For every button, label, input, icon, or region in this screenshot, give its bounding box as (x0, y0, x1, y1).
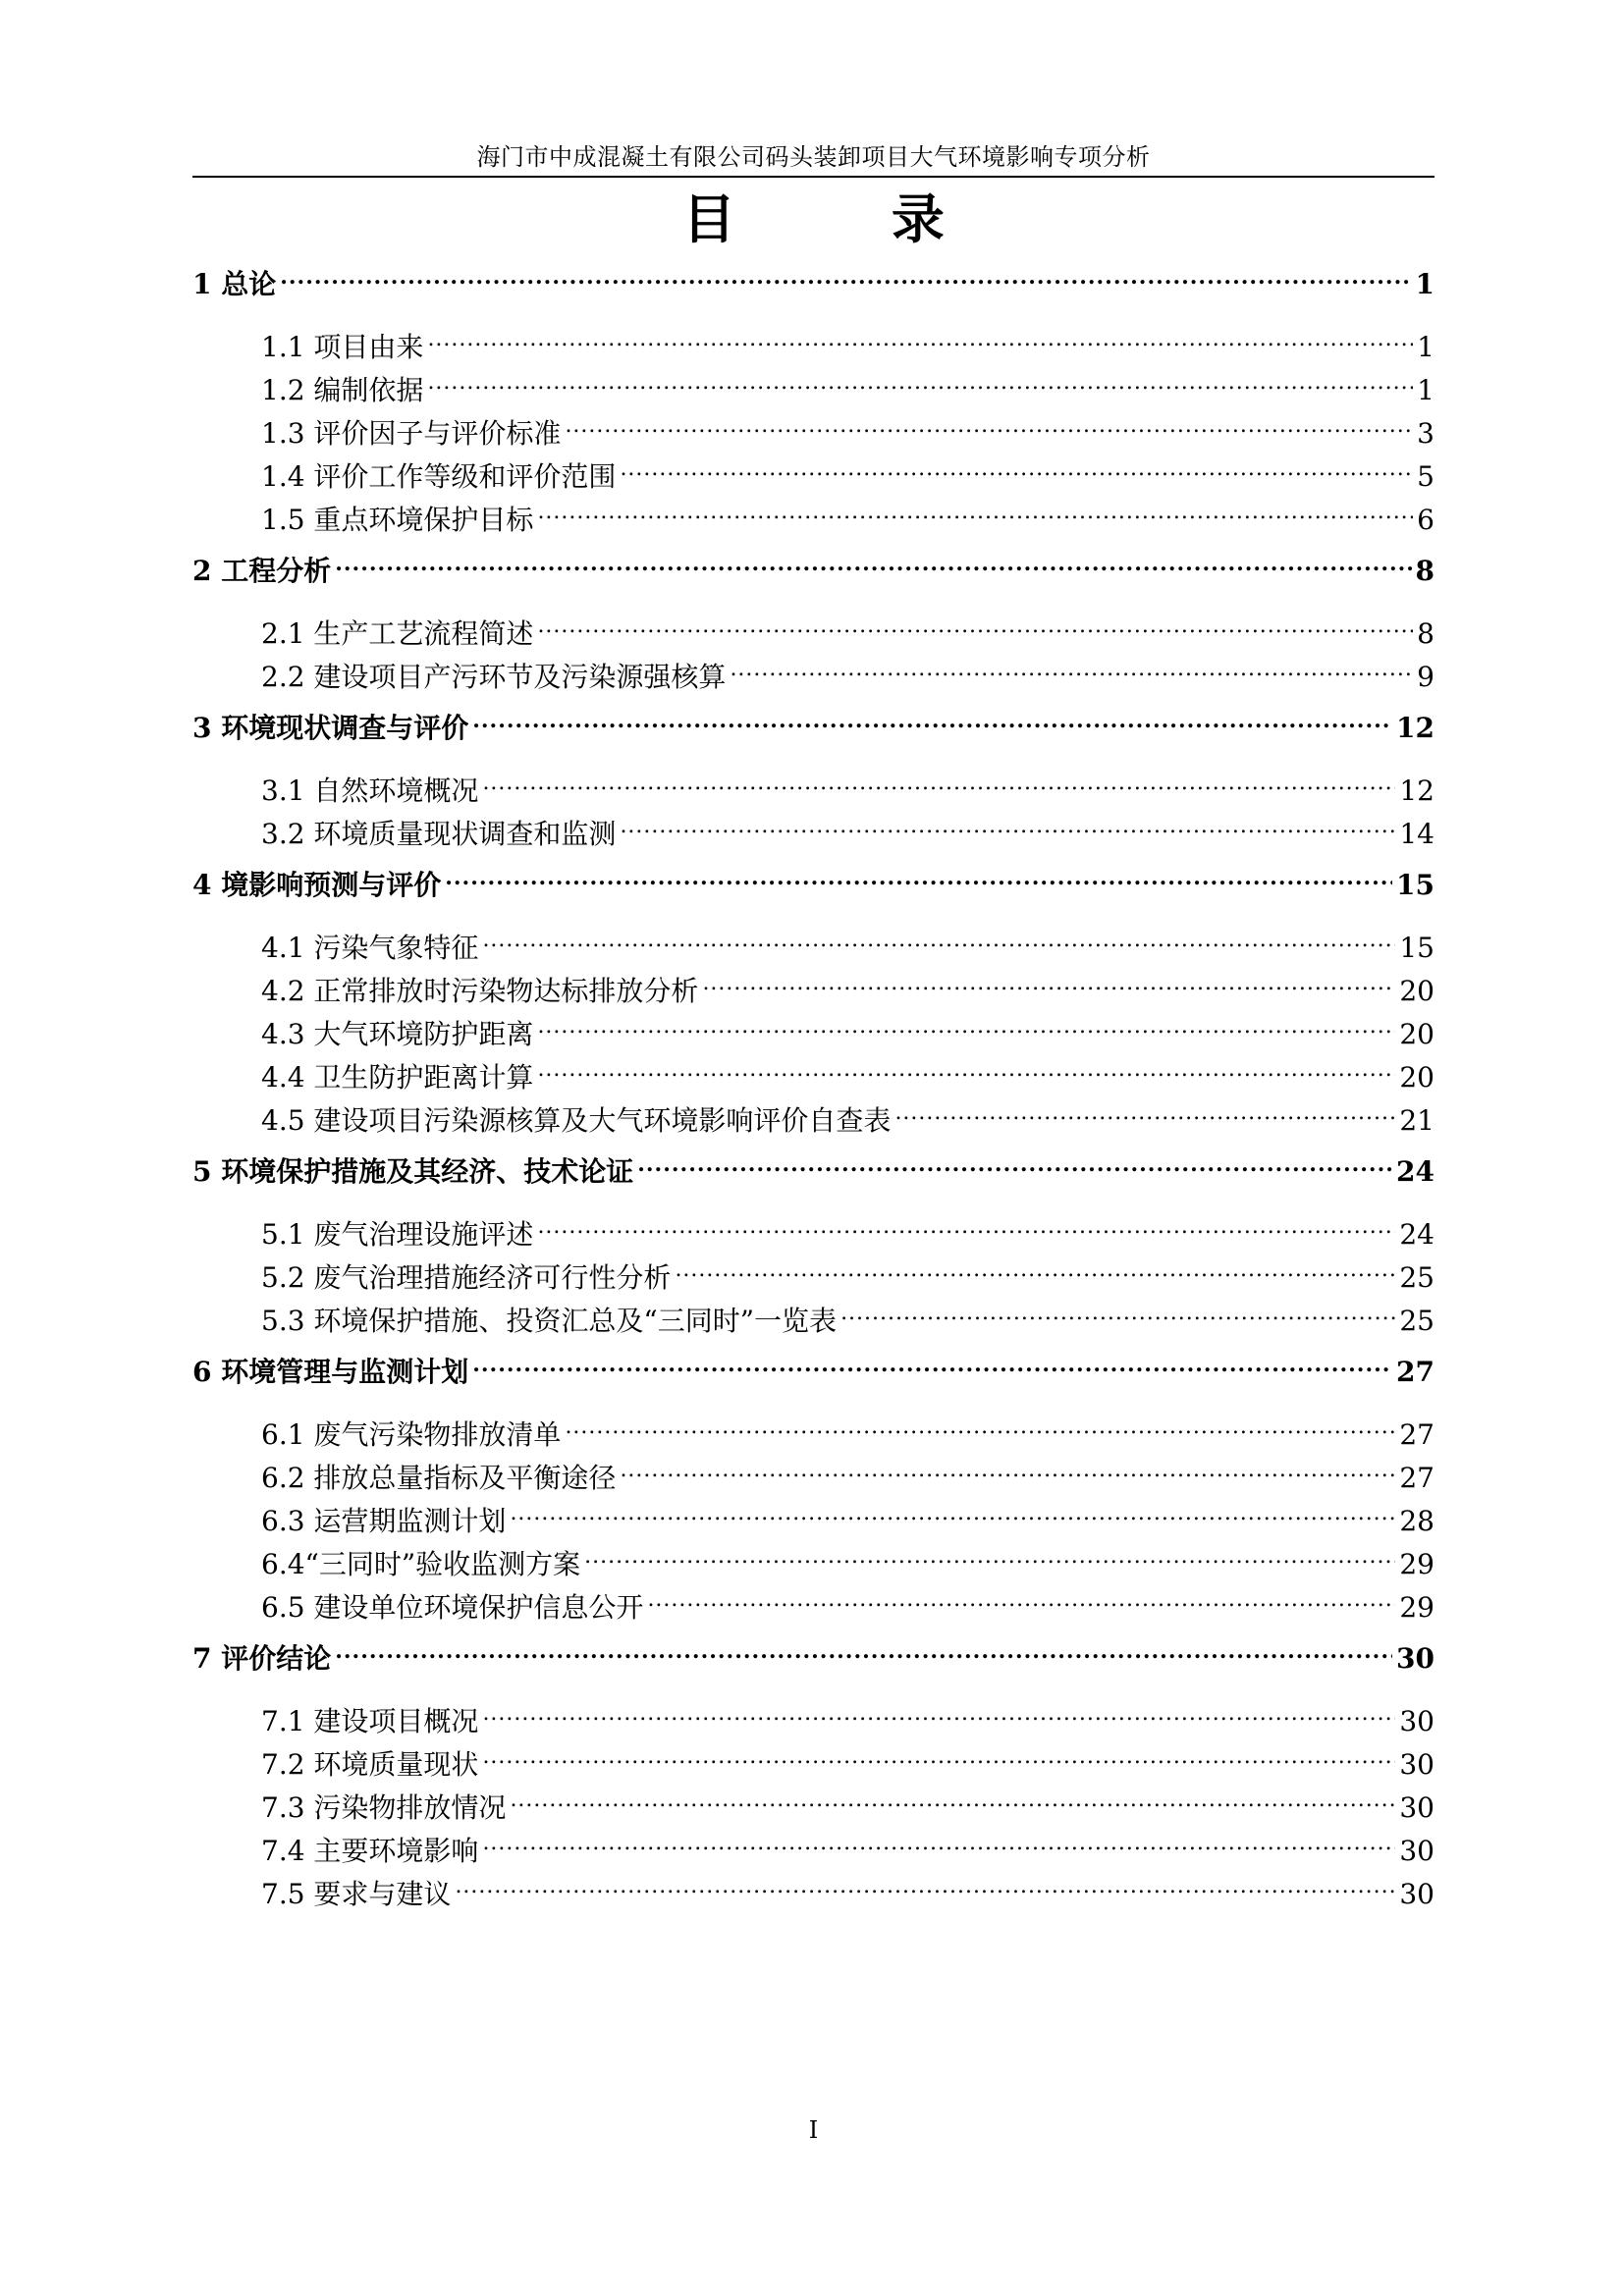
toc-section-entry[interactable] (192, 1817, 1435, 1867)
toc-section-label: 4.5 建设项目污染源核算及大气环境影响评价自查表 (261, 1104, 892, 1137)
toc-section-page: 20 (1399, 975, 1435, 1007)
toc-leader-dots (482, 757, 1395, 800)
toc-section-page: 25 (1399, 1305, 1435, 1337)
toc-leader-dots (455, 1860, 1395, 1903)
toc-section-page: 27 (1399, 1462, 1435, 1494)
toc-section-label: 1.1 项目由来 (261, 331, 424, 363)
toc-section-entry[interactable] (192, 313, 1435, 363)
toc-section-page: 1 (1417, 331, 1435, 363)
toc-section-entry[interactable] (192, 443, 1435, 493)
toc-section-label: 3.2 环境质量现状调查和监测 (261, 818, 617, 850)
toc-section-page: 20 (1399, 1018, 1435, 1050)
toc-chapter-entry[interactable] (192, 1138, 1435, 1188)
toc-leader-dots (427, 313, 1413, 356)
toc-chapter-page: 8 (1415, 555, 1435, 587)
toc-leader-dots (510, 1774, 1395, 1817)
toc-leader-dots (840, 1287, 1395, 1330)
toc-leader-dots (620, 1444, 1395, 1487)
toc-section-label: 6.5 建设单位环境保护信息公开 (261, 1591, 644, 1624)
toc-section-page: 27 (1399, 1418, 1435, 1451)
toc-section-label: 7.2 环境质量现状 (261, 1748, 479, 1781)
toc-section-entry[interactable] (192, 1000, 1435, 1050)
toc-chapter-entry[interactable] (192, 1625, 1435, 1675)
toc-section-page: 28 (1399, 1505, 1435, 1537)
page-header: 海门市中成混凝土有限公司码头装卸项目大气环境影响专项分析 (476, 143, 1151, 171)
toc-section-entry[interactable] (192, 1774, 1435, 1824)
toc-leader-dots (482, 1817, 1395, 1860)
toc-leader-dots (565, 400, 1413, 443)
toc-section-label: 4.3 大气环境防护距离 (261, 1018, 534, 1050)
toc-section-entry[interactable] (192, 1731, 1435, 1781)
toc-section-page: 8 (1417, 617, 1435, 650)
toc-section-label: 6.1 废气污染物排放清单 (261, 1418, 562, 1451)
toc-section-label: 4.2 正常排放时污染物达标排放分析 (261, 975, 699, 1007)
toc-section-label: 6.4“三同时”验收监测方案 (261, 1548, 581, 1580)
toc-section-label: 1.5 重点环境保护目标 (261, 504, 534, 536)
header-rule (192, 176, 1435, 178)
toc-section-entry[interactable] (192, 1487, 1435, 1537)
toc-section-entry[interactable] (192, 400, 1435, 450)
toc-section-label: 1.2 编制依据 (261, 374, 424, 406)
toc-section-label: 6.3 运营期监测计划 (261, 1505, 507, 1537)
toc-leader-dots (637, 1138, 1392, 1181)
toc-leader-dots (482, 914, 1395, 957)
toc-section-entry[interactable] (192, 600, 1435, 650)
toc-section-label: 7.5 要求与建议 (261, 1878, 452, 1910)
toc-section-entry[interactable] (192, 486, 1435, 536)
page-number: I (808, 2116, 819, 2144)
toc-chapter-page: 30 (1396, 1642, 1435, 1675)
toc-section-label: 4.4 卫生防护距离计算 (261, 1061, 534, 1094)
toc-chapter-label: 6 环境管理与监测计划 (192, 1356, 469, 1388)
toc-leader-dots (427, 356, 1413, 400)
toc-chapter-page: 12 (1396, 712, 1435, 744)
toc-section-label: 4.1 污染气象特征 (261, 932, 479, 964)
toc-section-page: 25 (1399, 1261, 1435, 1294)
toc-section-label: 3.1 自然环境概况 (261, 774, 479, 807)
toc-leader-dots (620, 443, 1413, 486)
toc-section-page: 6 (1417, 504, 1435, 536)
toc-section-label: 1.3 评价因子与评价标准 (261, 417, 562, 450)
toc-chapter-label: 4 境影响预测与评价 (192, 869, 442, 901)
toc-section-label: 1.4 评价工作等级和评价范围 (261, 460, 617, 493)
toc-leader-dots (482, 1731, 1395, 1774)
toc-section-page: 30 (1399, 1835, 1435, 1867)
toc-section-page: 21 (1399, 1104, 1435, 1137)
toc-leader-dots (647, 1574, 1395, 1617)
toc-leader-dots (472, 1338, 1392, 1381)
toc-section-label: 5.3 环境保护措施、投资汇总及“三同时”一览表 (261, 1305, 838, 1337)
toc-section-label: 7.4 主要环境影响 (261, 1835, 479, 1867)
toc-section-entry[interactable] (192, 1244, 1435, 1294)
toc-leader-dots (675, 1244, 1395, 1287)
toc-chapter-page: 24 (1396, 1155, 1435, 1188)
toc-section-entry[interactable] (192, 914, 1435, 964)
toc-section-page: 14 (1399, 818, 1435, 850)
toc-section-label: 5.1 废气治理设施评述 (261, 1218, 534, 1251)
toc-section-entry[interactable] (192, 1860, 1435, 1910)
toc-chapter-label: 1 总论 (192, 268, 277, 300)
toc-chapter-label: 3 环境现状调查与评价 (192, 712, 469, 744)
toc-leader-dots (510, 1487, 1395, 1530)
toc-chapter-label: 5 环境保护措施及其经济、技术论证 (192, 1155, 634, 1188)
toc-section-page: 5 (1417, 460, 1435, 493)
toc-section-entry[interactable] (192, 1574, 1435, 1624)
toc-leader-dots (537, 1000, 1395, 1043)
toc-section-label: 2.2 建设项目产污环节及污染源强核算 (261, 661, 727, 693)
toc-chapter-entry[interactable] (192, 1338, 1435, 1388)
toc-chapter-label: 7 评价结论 (192, 1642, 332, 1675)
toc-section-entry[interactable] (192, 757, 1435, 807)
toc-leader-dots (620, 800, 1395, 843)
toc-leader-dots (280, 250, 1411, 294)
toc-leader-dots (335, 537, 1411, 580)
toc-section-label: 7.3 污染物排放情况 (261, 1791, 507, 1824)
toc-title: 目 录 (682, 187, 1013, 250)
toc-section-entry[interactable] (192, 1401, 1435, 1451)
toc-leader-dots (584, 1530, 1395, 1574)
toc-section-label: 5.2 废气治理措施经济可行性分析 (261, 1261, 672, 1294)
toc-section-page: 30 (1399, 1748, 1435, 1781)
toc-chapter-label: 2 工程分析 (192, 555, 332, 587)
toc-section-label: 7.1 建设项目概况 (261, 1705, 479, 1737)
toc-section-entry[interactable] (192, 1687, 1435, 1737)
toc-section-page: 30 (1399, 1705, 1435, 1737)
toc-leader-dots (537, 486, 1413, 529)
toc-chapter-page: 15 (1396, 869, 1435, 901)
toc-section-page: 29 (1399, 1548, 1435, 1580)
toc-section-page: 30 (1399, 1791, 1435, 1824)
toc-section-entry[interactable] (192, 1201, 1435, 1251)
toc-section-page: 20 (1399, 1061, 1435, 1094)
toc-section-entry[interactable] (192, 1287, 1435, 1337)
toc-section-page: 3 (1417, 417, 1435, 450)
toc-chapter-entry[interactable] (192, 537, 1435, 587)
toc-leader-dots (894, 1087, 1395, 1130)
toc-section-entry[interactable] (192, 1530, 1435, 1580)
toc-leader-dots (335, 1625, 1392, 1668)
toc-leader-dots (537, 1043, 1395, 1087)
toc-section-page: 30 (1399, 1878, 1435, 1910)
toc-leader-dots (537, 600, 1413, 643)
toc-leader-dots (730, 643, 1413, 686)
toc-section-entry[interactable] (192, 1087, 1435, 1137)
toc-section-entry[interactable] (192, 356, 1435, 406)
toc-section-entry[interactable] (192, 957, 1435, 1007)
toc-chapter-entry[interactable] (192, 851, 1435, 901)
toc-leader-dots (565, 1401, 1395, 1444)
toc-section-page: 9 (1417, 661, 1435, 693)
toc-section-entry[interactable] (192, 1043, 1435, 1094)
toc-section-page: 1 (1417, 374, 1435, 406)
toc-section-label: 2.1 生产工艺流程简述 (261, 617, 534, 650)
toc-chapter-page: 27 (1396, 1356, 1435, 1388)
toc-leader-dots (472, 694, 1392, 737)
toc-section-page: 24 (1399, 1218, 1435, 1251)
toc-chapter-entry[interactable] (192, 694, 1435, 744)
table-of-contents (192, 250, 1435, 1911)
toc-leader-dots (702, 957, 1395, 1000)
toc-leader-dots (445, 851, 1392, 894)
toc-leader-dots (537, 1201, 1395, 1244)
toc-chapter-entry[interactable] (192, 250, 1435, 300)
toc-section-label: 6.2 排放总量指标及平衡途径 (261, 1462, 617, 1494)
toc-section-page: 12 (1399, 774, 1435, 807)
toc-chapter-page: 1 (1415, 268, 1435, 300)
toc-section-page: 29 (1399, 1591, 1435, 1624)
toc-section-entry[interactable] (192, 643, 1435, 693)
toc-section-page: 15 (1399, 932, 1435, 964)
toc-leader-dots (482, 1687, 1395, 1731)
toc-section-entry[interactable] (192, 800, 1435, 850)
toc-section-entry[interactable] (192, 1444, 1435, 1494)
